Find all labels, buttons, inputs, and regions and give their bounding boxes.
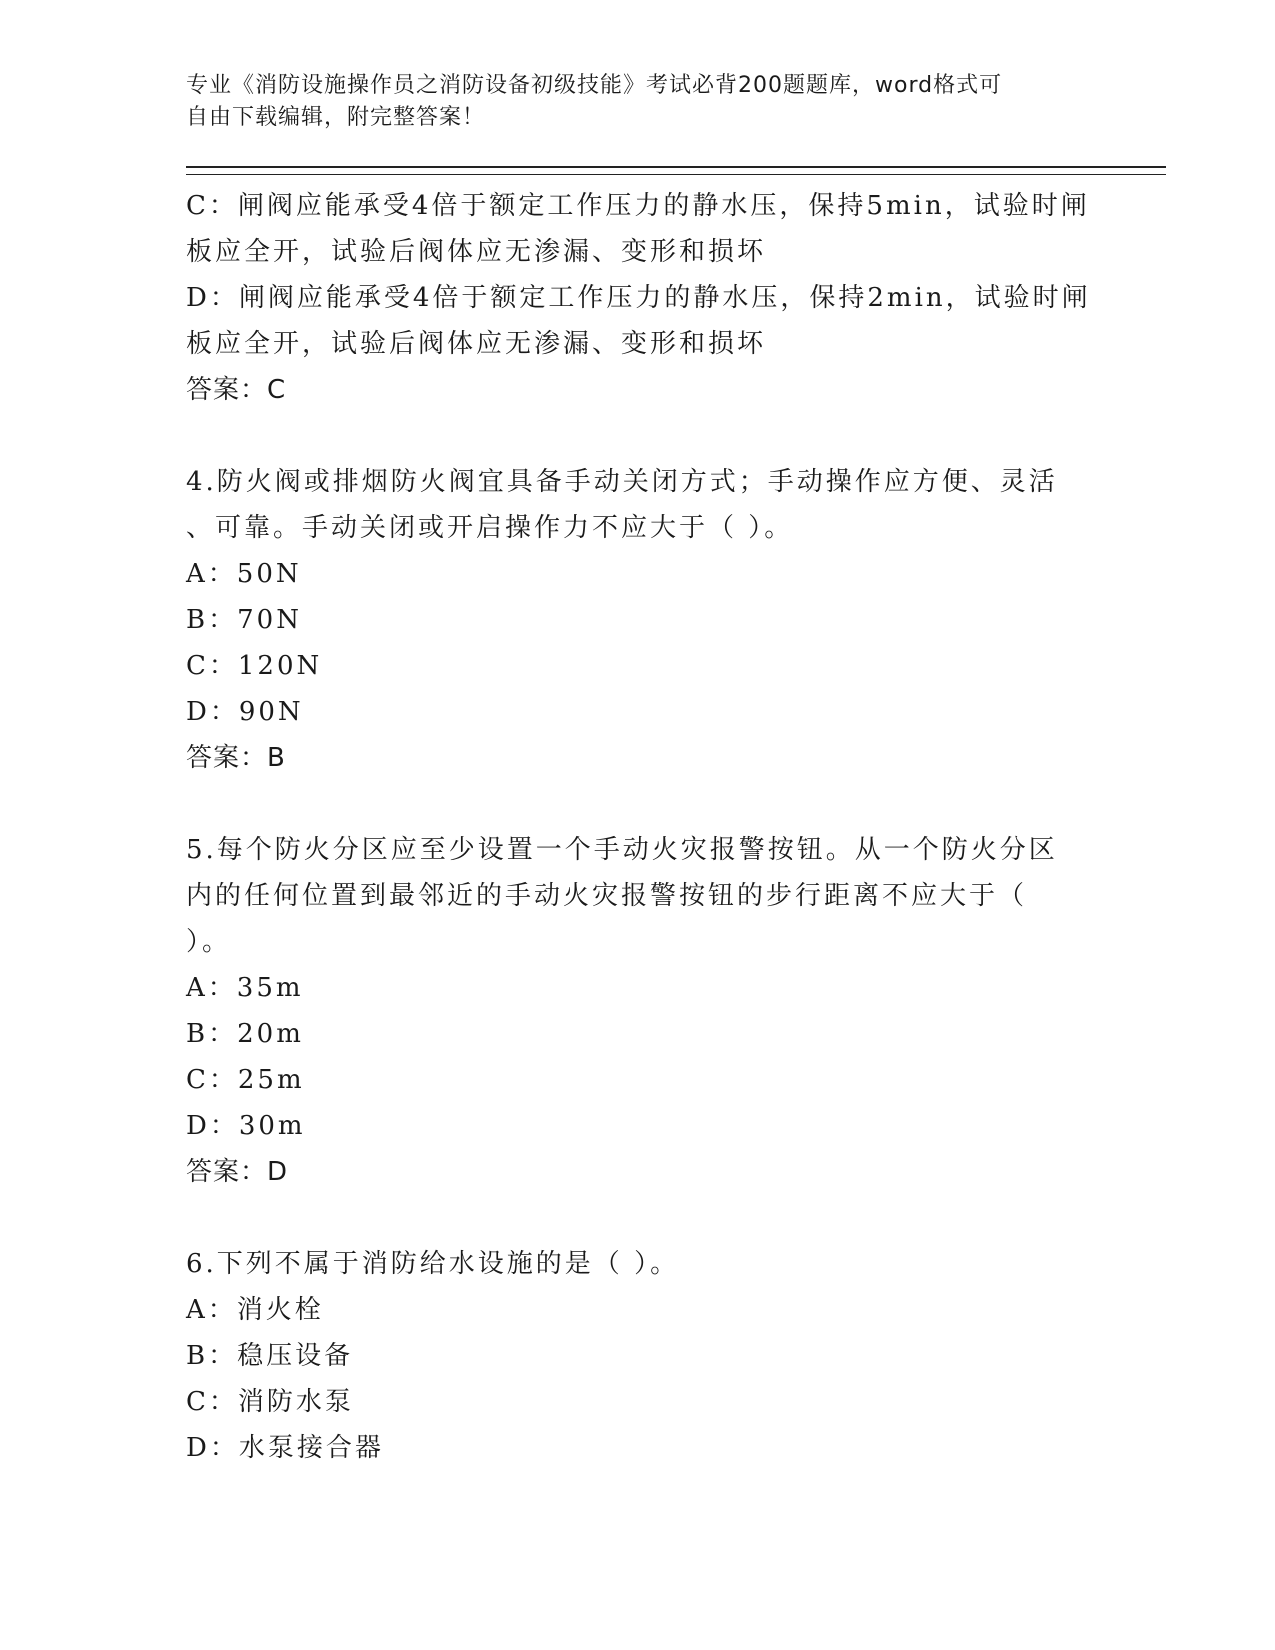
option-c-line-1: C：闸阀应能承受4倍于额定工作压力的静水压，保持5min，试验时闸 xyxy=(186,191,1090,221)
option-c: C：25m xyxy=(186,1065,305,1095)
question-5 xyxy=(186,827,1166,1195)
option-d: D：30m xyxy=(186,1111,306,1141)
option-c: C：消防水泵 xyxy=(186,1387,354,1417)
document-header xyxy=(186,70,1056,134)
question-stem-line-1: 5.每个防火分区应至少设置一个手动火灾报警按钮。从一个防火分区 xyxy=(186,835,1058,865)
answer-line: 答案：B xyxy=(186,743,286,773)
header-line-2: 自由下载编辑，附完整答案！ xyxy=(186,105,486,130)
option-b: B：20m xyxy=(186,1019,304,1049)
option-d-line-2: 板应全开，试验后阀体应无渗漏、变形和损坏 xyxy=(186,329,767,359)
question-stem-line-3: ）。 xyxy=(186,927,232,957)
question-6 xyxy=(186,1241,1166,1471)
question-4 xyxy=(186,459,1166,781)
question-3-tail xyxy=(186,183,1166,413)
option-c-line-2: 板应全开，试验后阀体应无渗漏、变形和损坏 xyxy=(186,237,767,267)
answer-line: 答案：C xyxy=(186,375,287,405)
question-stem-line-2: 内的任何位置到最邻近的手动火灾报警按钮的步行距离不应大于（ xyxy=(186,881,1028,911)
option-c: C：120N xyxy=(186,651,323,681)
header-divider xyxy=(186,166,1166,175)
document-page xyxy=(186,70,1166,1471)
answer-line: 答案：D xyxy=(186,1157,289,1187)
option-d: D：水泵接合器 xyxy=(186,1433,384,1463)
question-stem-line-1: 4.防火阀或排烟防火阀宜具备手动关闭方式；手动操作应方便、灵活 xyxy=(186,467,1058,497)
question-stem-line-2: 、可靠。手动关闭或开启操作力不应大于（ ）。 xyxy=(186,513,794,543)
question-stem-line-1: 6.下列不属于消防给水设施的是（ ）。 xyxy=(186,1249,680,1279)
option-a: A：35m xyxy=(186,973,304,1003)
option-b: B：稳压设备 xyxy=(186,1341,354,1371)
option-d: D：90N xyxy=(186,697,304,727)
spacer xyxy=(186,781,1166,827)
option-a: A：50N xyxy=(186,559,302,589)
spacer xyxy=(186,413,1166,459)
header-line-1: 专业《消防设施操作员之消防设备初级技能》考试必背200题题库，word格式可 xyxy=(186,73,1003,98)
option-d-line-1: D：闸阀应能承受4倍于额定工作压力的静水压，保持2min，试验时闸 xyxy=(186,283,1091,313)
spacer xyxy=(186,1195,1166,1241)
option-a: A：消火栓 xyxy=(186,1295,324,1325)
option-b: B：70N xyxy=(186,605,302,635)
